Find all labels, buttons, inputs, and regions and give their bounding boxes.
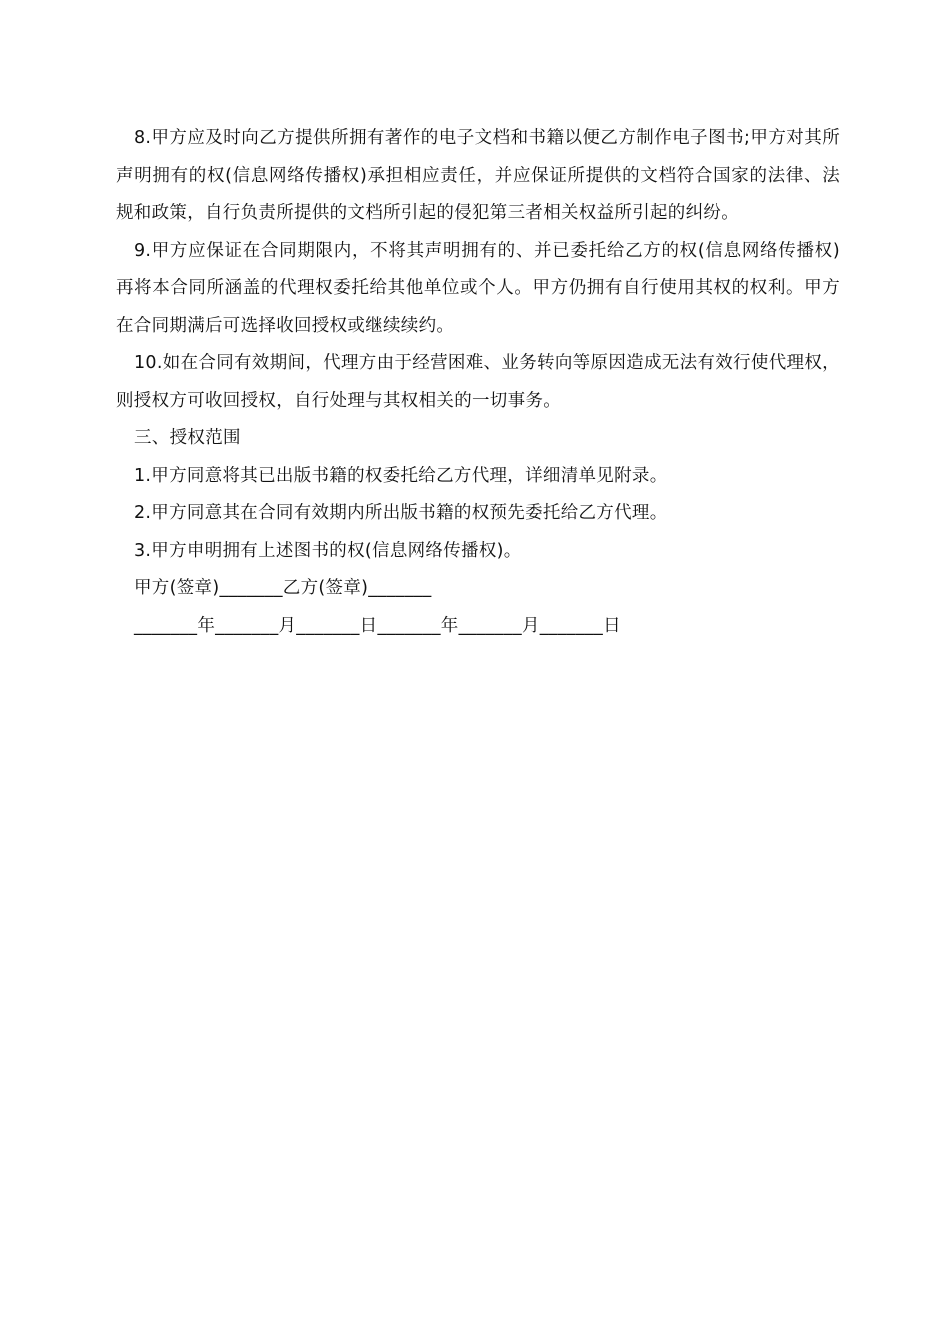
clause-8: 8.甲方应及时向乙方提供所拥有著作的电子文档和书籍以便乙方制作电子图书;甲方对其所声明拥有的权(信息网络传播权)承担相应责任，并应保证所提供的文档符合国家的法律、法规和政策，自行负责所提供的文档所引起的侵犯第三者相关权益所引起的纠纷。: [116, 128, 840, 223]
clause-10: 10.如在合同有效期间，代理方由于经营困难、业务转向等原因造成无法有效行使代理权，则授权方可收回授权，自行处理与其权相关的一切事务。: [116, 353, 840, 411]
section-heading: 三、授权范围: [134, 428, 241, 448]
scope-item-2: 2.甲方同意其在合同有效期内所出版书籍的权预先委托给乙方代理。: [134, 503, 668, 523]
scope-item-1: 1.甲方同意将其已出版书籍的权委托给乙方代理，详细清单见附录。: [134, 465, 668, 486]
date-line: _______年_______月_______日_______年_______月_______日: [134, 615, 621, 636]
clause-9: 9.甲方应保证在合同期限内，不将其声明拥有的、并已委托给乙方的权(信息网络传播权)再将本合同所涵盖的代理权委托给其他单位或个人。甲方仍拥有自行使用其权的权利。甲方在合同期满后可选择收回授权或继续续约。: [116, 240, 840, 336]
scope-item-3: 3.甲方申明拥有上述图书的权(信息网络传播权)。: [134, 540, 522, 561]
signature-line: 甲方(签章)_______乙方(签章)_______: [134, 578, 432, 598]
document-body: [116, 120, 840, 645]
